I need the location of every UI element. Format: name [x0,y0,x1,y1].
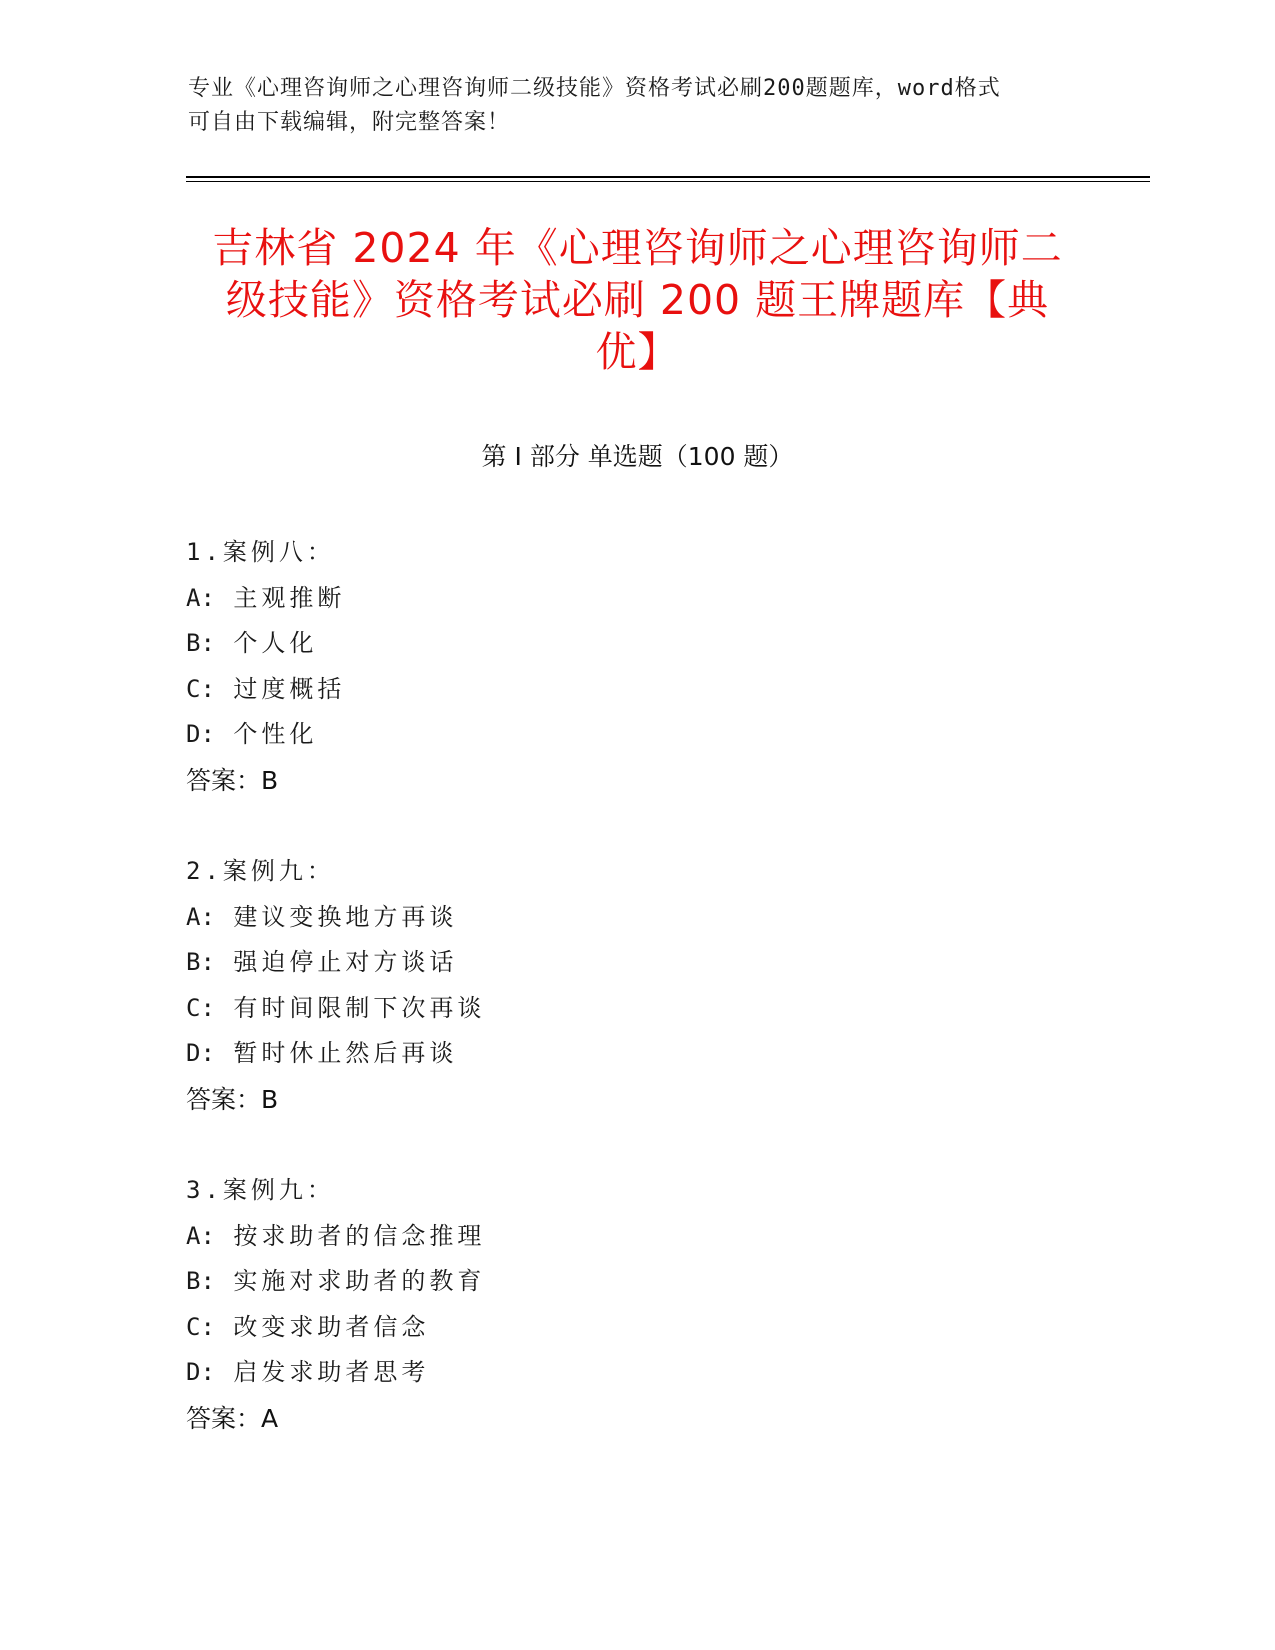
option-prefix: A: [186,1221,215,1250]
question-stem: 1.案例八： [186,538,335,566]
answer-value: B [261,765,279,795]
option-text: 暂时休止然后再谈 [233,1039,458,1067]
option-text: 个人化 [233,629,318,657]
option-prefix: C: [186,993,215,1022]
option-b [186,940,1086,986]
header-note-line-1: 专业《心理咨询师之心理咨询师二级技能》资格考试必刷200题题库，word格式 [188,76,1001,101]
option-a [186,895,1086,941]
option-prefix: A: [186,583,215,612]
option-prefix: B: [186,629,215,657]
option-text: 过度概括 [233,674,346,703]
answer-label: 答案： [186,765,262,795]
question-item [186,1168,1086,1441]
option-text: 个性化 [233,720,318,748]
answer [186,1396,1086,1442]
question-item [186,530,1086,803]
question-item [186,849,1086,1122]
option-b [186,1259,1086,1305]
option-prefix: C: [186,1312,215,1341]
document-title-line-2: 级技能》资格考试必刷 200 题王牌题库【典 [225,276,1050,324]
answer-value: B [261,1084,279,1114]
option-d [186,1350,1086,1396]
option-prefix: D: [186,720,215,748]
option-c [186,667,1086,713]
document-title-line-1: 吉林省 2024 年《心理咨询师之心理咨询师二 [212,224,1063,272]
header-divider-thick [186,176,1150,178]
question-stem: 3.案例九： [186,1176,335,1204]
option-text: 主观推断 [233,583,346,612]
question-list [186,530,1086,1487]
document-title-line-3: 优】 [595,328,680,376]
option-text: 实施对求助者的教育 [233,1267,486,1295]
header-divider-thin [186,181,1150,182]
answer-label: 答案： [186,1084,262,1114]
option-text: 有时间限制下次再谈 [233,993,486,1022]
answer-value: A [261,1403,279,1433]
answer [186,758,1086,804]
option-c [186,986,1086,1032]
answer [186,1077,1086,1123]
option-c [186,1305,1086,1351]
option-a [186,576,1086,622]
option-text: 改变求助者信念 [233,1312,430,1341]
option-prefix: B: [186,1267,215,1295]
section-heading: 第 I 部分 单选题（100 题） [481,442,794,471]
option-prefix: A: [186,902,215,931]
option-text: 强迫停止对方谈话 [233,948,458,976]
document-title [170,222,1105,378]
option-prefix: D: [186,1039,215,1067]
header-note [188,72,1088,140]
header-note-line-2: 可自由下载编辑，附完整答案！ [188,110,511,135]
question-stem: 2.案例九： [186,857,335,885]
option-d [186,712,1086,758]
option-prefix: D: [186,1358,215,1386]
option-prefix: B: [186,948,215,976]
answer-label: 答案： [186,1403,262,1433]
option-a [186,1214,1086,1260]
option-text: 按求助者的信念推理 [233,1221,486,1250]
option-d [186,1031,1086,1077]
option-prefix: C: [186,674,215,703]
option-text: 启发求助者思考 [233,1358,430,1386]
option-text: 建议变换地方再谈 [233,902,458,931]
option-b [186,621,1086,667]
